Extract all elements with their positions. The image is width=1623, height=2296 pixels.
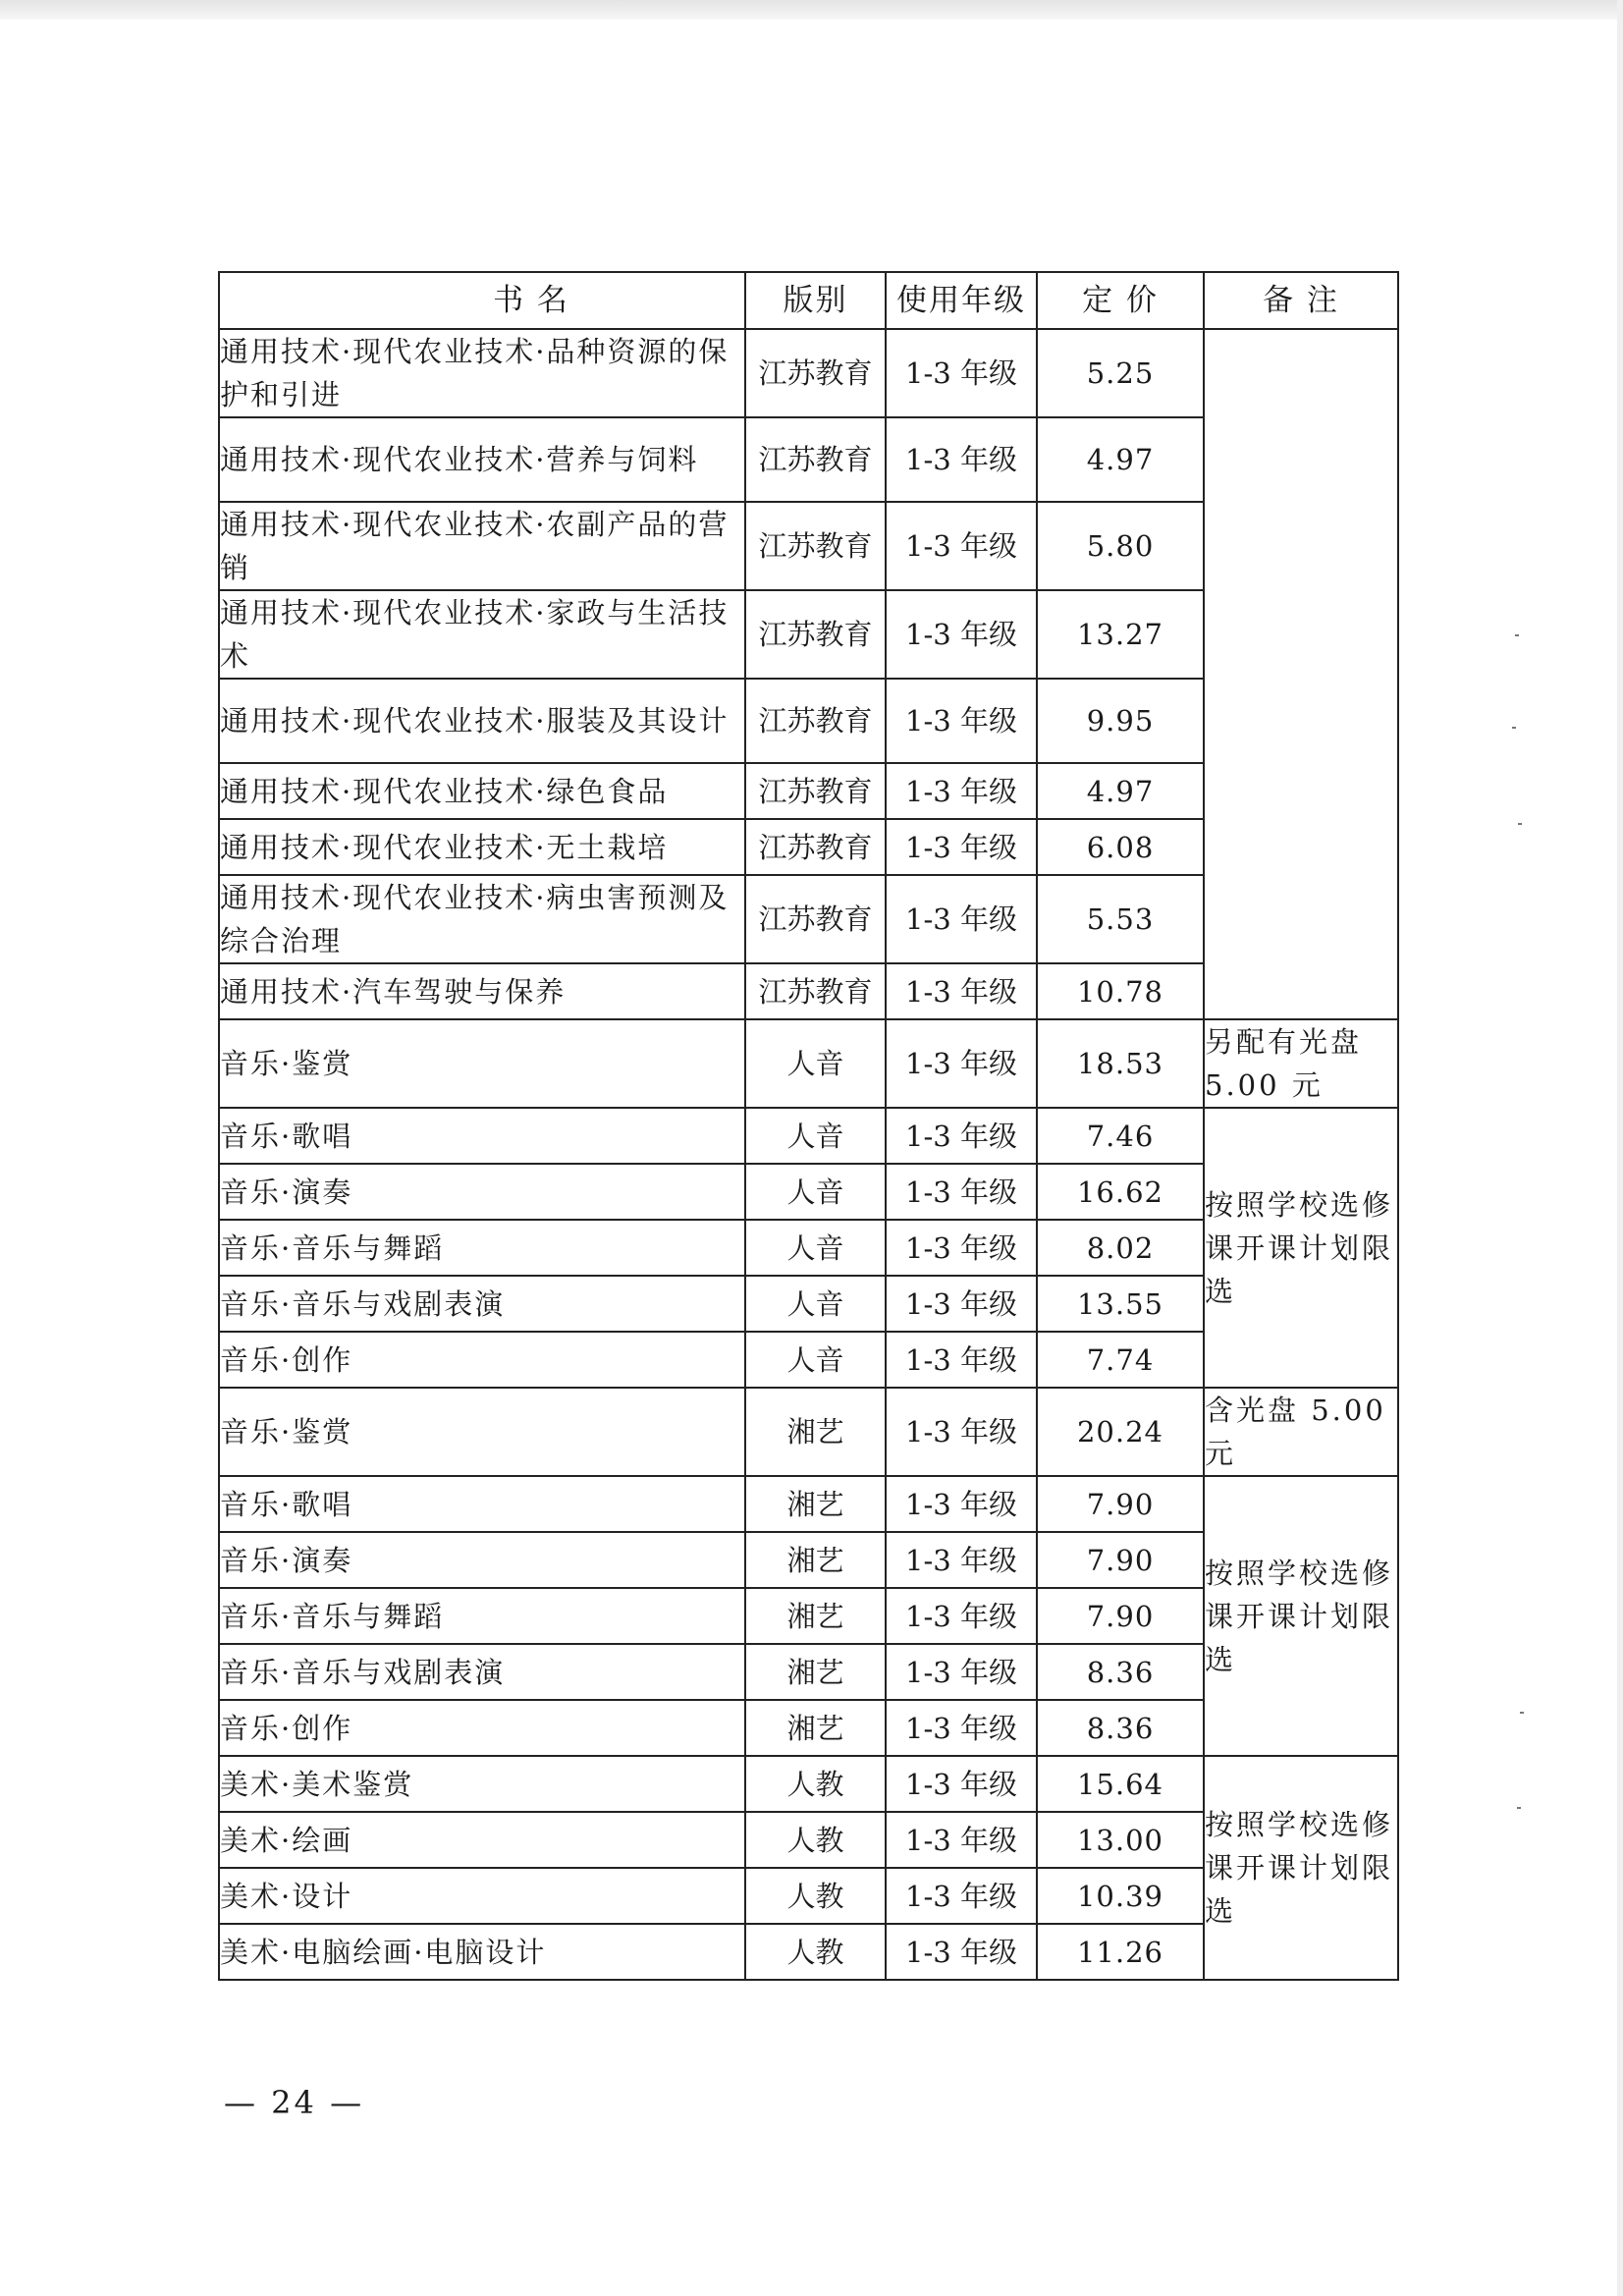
publisher-cell: 江苏教育: [745, 417, 886, 502]
publisher-cell: 江苏教育: [745, 963, 886, 1019]
publisher-cell: 江苏教育: [745, 819, 886, 875]
grade-cell: 1-3 年级: [886, 1532, 1037, 1588]
grade-cell: 1-3 年级: [886, 590, 1037, 679]
grade-cell: 1-3 年级: [886, 1388, 1037, 1476]
note-cell-elective: 按照学校选修课开课计划限选: [1204, 1756, 1398, 1980]
publisher-cell: 湘艺: [745, 1388, 886, 1476]
scan-speck: [1512, 727, 1516, 729]
book-name-cell: 通用技术·现代农业技术·品种资源的保护和引进: [219, 329, 745, 417]
publisher-cell: 人音: [745, 1332, 886, 1388]
price-cell: 7.46: [1037, 1108, 1204, 1164]
book-name-cell: 通用技术·现代农业技术·无土栽培: [219, 819, 745, 875]
book-name-cell: 音乐·歌唱: [219, 1476, 745, 1532]
grade-cell: 1-3 年级: [886, 763, 1037, 819]
grade-cell: 1-3 年级: [886, 1756, 1037, 1812]
grade-cell: 1-3 年级: [886, 1812, 1037, 1868]
publisher-cell: 人教: [745, 1868, 886, 1924]
publisher-cell: 人音: [745, 1220, 886, 1276]
grade-cell: 1-3 年级: [886, 1108, 1037, 1164]
grade-cell: 1-3 年级: [886, 679, 1037, 763]
grade-cell: 1-3 年级: [886, 819, 1037, 875]
scan-speck: [1518, 823, 1522, 825]
table-row: [219, 1388, 1398, 1476]
book-name-cell: 音乐·创作: [219, 1700, 745, 1756]
grade-cell: 1-3 年级: [886, 1332, 1037, 1388]
publisher-cell: 人音: [745, 1019, 886, 1108]
book-name-cell: 通用技术·现代农业技术·绿色食品: [219, 763, 745, 819]
book-name-cell: 音乐·音乐与舞蹈: [219, 1220, 745, 1276]
price-cell: 20.24: [1037, 1388, 1204, 1476]
publisher-cell: 湘艺: [745, 1644, 886, 1700]
grade-cell: 1-3 年级: [886, 963, 1037, 1019]
publisher-cell: 江苏教育: [745, 875, 886, 963]
table-row: [219, 1476, 1398, 1532]
grade-cell: 1-3 年级: [886, 1276, 1037, 1332]
scan-speck: [1520, 1712, 1524, 1714]
grade-cell: 1-3 年级: [886, 875, 1037, 963]
book-name-cell: 美术·绘画: [219, 1812, 745, 1868]
textbook-price-table: [218, 271, 1399, 1981]
price-cell: 15.64: [1037, 1756, 1204, 1812]
publisher-cell: 江苏教育: [745, 329, 886, 417]
price-cell: 5.53: [1037, 875, 1204, 963]
grade-cell: 1-3 年级: [886, 1220, 1037, 1276]
price-cell: 8.36: [1037, 1644, 1204, 1700]
price-cell: 7.90: [1037, 1588, 1204, 1644]
book-name-cell: 音乐·演奏: [219, 1532, 745, 1588]
table-header-row: [219, 272, 1398, 329]
page-number: — 24 —: [224, 2084, 365, 2121]
header-note: 备 注: [1204, 272, 1398, 329]
table-row: [219, 1019, 1398, 1108]
note-cell-disc-extra: 另配有光盘 5.00 元: [1204, 1019, 1398, 1108]
price-cell: 10.78: [1037, 963, 1204, 1019]
book-name-cell: 美术·电脑绘画·电脑设计: [219, 1924, 745, 1980]
price-cell: 8.02: [1037, 1220, 1204, 1276]
grade-cell: 1-3 年级: [886, 1476, 1037, 1532]
book-name-cell: 通用技术·现代农业技术·病虫害预测及综合治理: [219, 875, 745, 963]
publisher-cell: 人音: [745, 1164, 886, 1220]
price-cell: 18.53: [1037, 1019, 1204, 1108]
grade-cell: 1-3 年级: [886, 1164, 1037, 1220]
publisher-cell: 人音: [745, 1108, 886, 1164]
publisher-cell: 江苏教育: [745, 590, 886, 679]
book-name-cell: 通用技术·汽车驾驶与保养: [219, 963, 745, 1019]
scan-right-edge: [1617, 0, 1623, 2296]
scan-speck: [1515, 634, 1519, 636]
note-cell-elective: 按照学校选修课开课计划限选: [1204, 1476, 1398, 1756]
price-cell: 8.36: [1037, 1700, 1204, 1756]
publisher-cell: 人音: [745, 1276, 886, 1332]
book-name-cell: 音乐·音乐与舞蹈: [219, 1588, 745, 1644]
header-grade: 使用年级: [886, 272, 1037, 329]
note-cell-empty: [1204, 329, 1398, 1019]
price-cell: 11.26: [1037, 1924, 1204, 1980]
price-cell: 13.55: [1037, 1276, 1204, 1332]
scan-top-edge: [0, 0, 1623, 20]
grade-cell: 1-3 年级: [886, 329, 1037, 417]
grade-cell: 1-3 年级: [886, 1644, 1037, 1700]
book-name-cell: 通用技术·现代农业技术·服装及其设计: [219, 679, 745, 763]
price-cell: 16.62: [1037, 1164, 1204, 1220]
table-row: [219, 1108, 1398, 1164]
price-cell: 13.00: [1037, 1812, 1204, 1868]
book-name-cell: 音乐·音乐与戏剧表演: [219, 1276, 745, 1332]
price-cell: 10.39: [1037, 1868, 1204, 1924]
price-cell: 7.74: [1037, 1332, 1204, 1388]
book-name-cell: 音乐·歌唱: [219, 1108, 745, 1164]
book-name-cell: 音乐·演奏: [219, 1164, 745, 1220]
price-cell: 4.97: [1037, 417, 1204, 502]
header-book-name: 书 名: [219, 272, 745, 329]
publisher-cell: 人教: [745, 1924, 886, 1980]
scan-speck: [1517, 1807, 1521, 1809]
note-cell-elective: 按照学校选修课开课计划限选: [1204, 1108, 1398, 1388]
book-name-cell: 音乐·音乐与戏剧表演: [219, 1644, 745, 1700]
publisher-cell: 人教: [745, 1812, 886, 1868]
price-cell: 9.95: [1037, 679, 1204, 763]
price-cell: 6.08: [1037, 819, 1204, 875]
publisher-cell: 人教: [745, 1756, 886, 1812]
book-name-cell: 音乐·创作: [219, 1332, 745, 1388]
book-name-cell: 通用技术·现代农业技术·营养与饲料: [219, 417, 745, 502]
publisher-cell: 湘艺: [745, 1532, 886, 1588]
publisher-cell: 江苏教育: [745, 679, 886, 763]
price-cell: 7.90: [1037, 1476, 1204, 1532]
note-cell-disc-included: 含光盘 5.00 元: [1204, 1388, 1398, 1476]
grade-cell: 1-3 年级: [886, 1019, 1037, 1108]
grade-cell: 1-3 年级: [886, 1868, 1037, 1924]
publisher-cell: 江苏教育: [745, 763, 886, 819]
price-cell: 5.25: [1037, 329, 1204, 417]
table-row: [219, 1756, 1398, 1812]
grade-cell: 1-3 年级: [886, 1700, 1037, 1756]
grade-cell: 1-3 年级: [886, 417, 1037, 502]
book-name-cell: 通用技术·现代农业技术·家政与生活技术: [219, 590, 745, 679]
book-name-cell: 音乐·鉴赏: [219, 1388, 745, 1476]
grade-cell: 1-3 年级: [886, 502, 1037, 590]
book-name-cell: 美术·美术鉴赏: [219, 1756, 745, 1812]
book-name-cell: 音乐·鉴赏: [219, 1019, 745, 1108]
header-price: 定 价: [1037, 272, 1204, 329]
book-name-cell: 美术·设计: [219, 1868, 745, 1924]
grade-cell: 1-3 年级: [886, 1924, 1037, 1980]
publisher-cell: 江苏教育: [745, 502, 886, 590]
price-cell: 7.90: [1037, 1532, 1204, 1588]
table-row: [219, 329, 1398, 417]
price-cell: 13.27: [1037, 590, 1204, 679]
grade-cell: 1-3 年级: [886, 1588, 1037, 1644]
publisher-cell: 湘艺: [745, 1588, 886, 1644]
price-cell: 4.97: [1037, 763, 1204, 819]
price-cell: 5.80: [1037, 502, 1204, 590]
publisher-cell: 湘艺: [745, 1700, 886, 1756]
header-publisher: 版别: [745, 272, 886, 329]
book-name-cell: 通用技术·现代农业技术·农副产品的营销: [219, 502, 745, 590]
publisher-cell: 湘艺: [745, 1476, 886, 1532]
